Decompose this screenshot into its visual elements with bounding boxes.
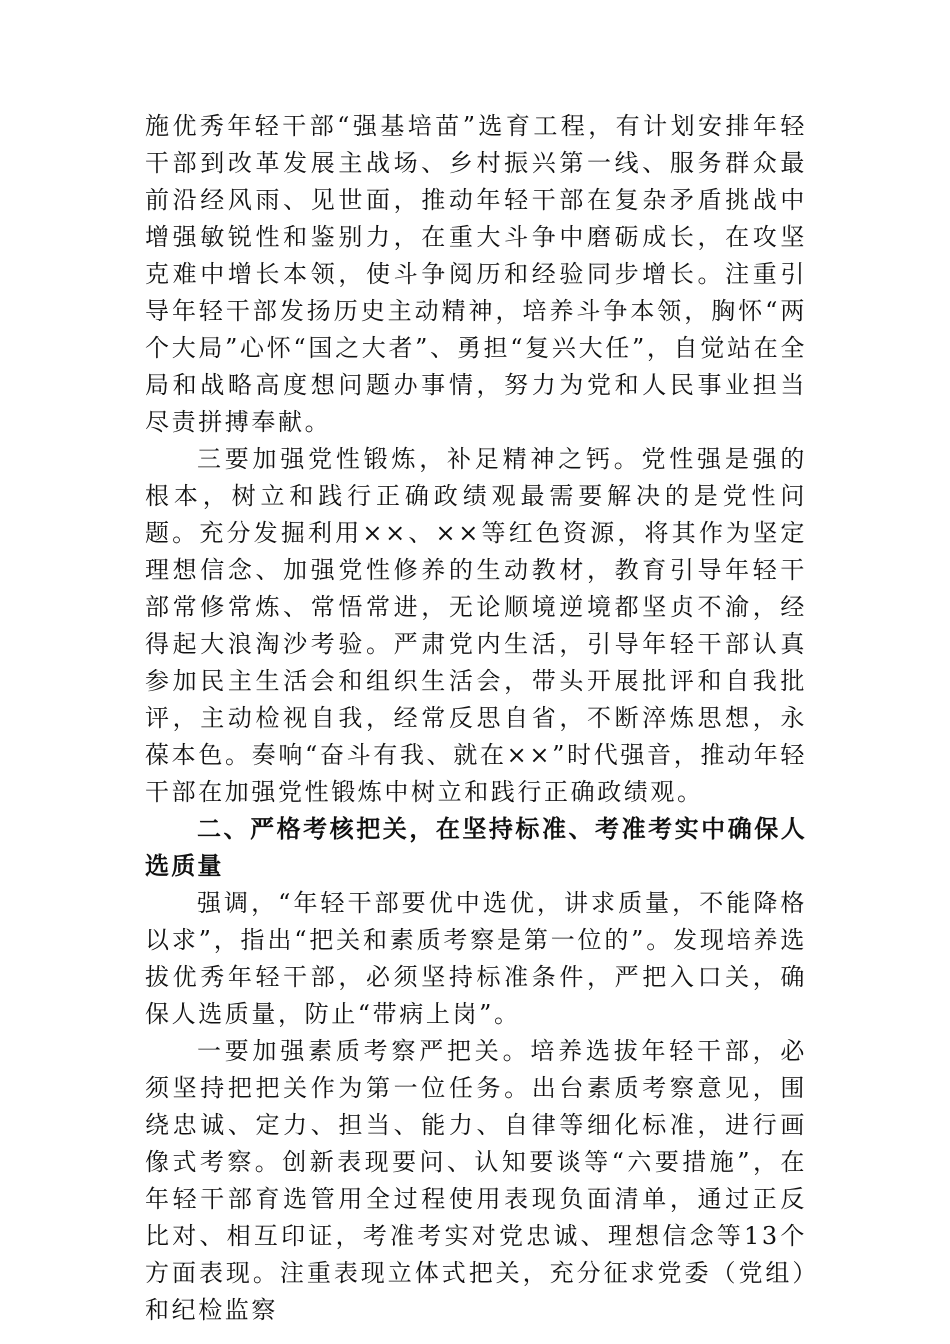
document-page [145, 108, 807, 1329]
section-heading: 二、严格考核把关，在坚持标准、考准考实中确保人选质量 [145, 815, 807, 880]
body-paragraph: 强调，“年轻干部要优中选优，讲求质量，不能降格以求”，指出“把关和素质考察是第一位的”。发现培养选拔优秀年轻干部，必须坚持标准条件，严把入口关，确保人选质量，防止“带病上岗”。 [145, 889, 807, 1028]
body-paragraph: 施优秀年轻干部“强基培苗”选育工程，有计划安排年轻干部到改革发展主战场、乡村振兴第一线、服务群众最前沿经风雨、见世面，推动年轻干部在复杂矛盾挑战中增强敏锐性和鉴别力，在重大斗争中磨砺成长，在攻坚克难中增长本领，使斗争阅历和经验同步增长。注重引导年轻干部发扬历史主动精神，培养斗争本领，胸怀“两个大局”心怀“国之大者”、勇担“复兴大任”，自觉站在全局和战略高度想问题办事情，努力为党和人民事业担当尽责拼搏奉献。 [145, 112, 807, 436]
body-paragraph: 三要加强党性锻炼，补足精神之钙。党性强是强的根本，树立和践行正确政绩观最需要解决的是党性问题。充分发掘利用××、××等红色资源，将其作为坚定理想信念、加强党性修养的生动教材，教育引导年轻干部常修常炼、常悟常进，无论顺境逆境都坚贞不渝，经得起大浪淘沙考验。严肃党内生活，引导年轻干部认真参加民主生活会和组织生活会，带头开展批评和自我批评，主动检视自我，经常反思自省，不断淬炼思想，永葆本色。奏响“奋斗有我、就在××”时代强音，推动年轻干部在加强党性锻炼中树立和践行正确政绩观。 [145, 445, 807, 806]
body-paragraph: 一要加强素质考察严把关。培养选拔年轻干部，必须坚持把把关作为第一位任务。出台素质考察意见，围绕忠诚、定力、担当、能力、自律等细化标准，进行画像式考察。创新表现要问、认知要谈等“六要措施”，在年轻干部育选管用全过程使用表现负面清单，通过正反比对、相互印证，考准考实对党忠诚、理想信念等13个方面表现。注重表现立体式把关，充分征求党委（党组）和纪检监察 [145, 1037, 807, 1324]
